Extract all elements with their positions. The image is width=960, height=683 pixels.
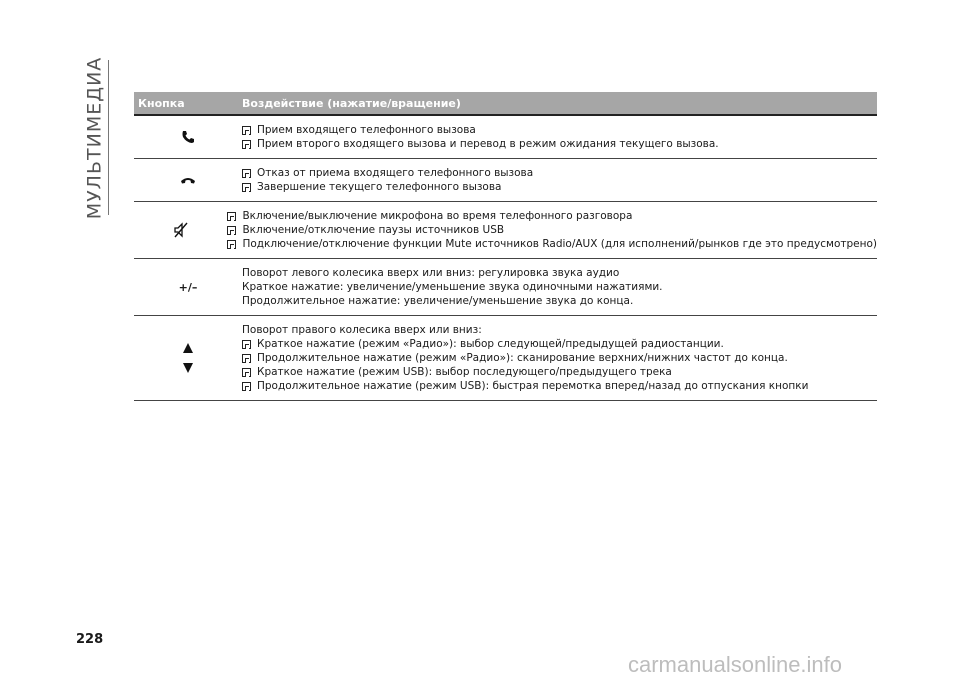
list-item: Поворот левого колесика вверх или вниз: регулировка звука аудио	[242, 267, 620, 279]
list-item: Краткое нажатие (режим «Радио»): выбор следующей/предыдущей радиостанции.	[242, 337, 877, 351]
table-row	[134, 159, 877, 202]
list-item: Прием второго входящего вызова и перевод в режим ожидания текущего вызова.	[242, 137, 877, 151]
bullet-icon	[227, 226, 236, 235]
bullet-icon	[242, 368, 251, 377]
phone-hangup-icon	[180, 175, 196, 185]
bullet-icon	[242, 140, 251, 149]
list-item: Краткое нажатие: увеличение/уменьшение звука одиночными нажатиями.	[242, 281, 663, 293]
watermark-text: carmanualsonline.info	[628, 652, 843, 677]
phone-answer-icon	[181, 130, 195, 144]
row-description	[242, 159, 877, 201]
table-header	[134, 92, 877, 116]
row-description	[242, 116, 877, 158]
row-key-cell	[134, 116, 242, 158]
table-row	[134, 116, 877, 159]
row-description	[242, 316, 877, 400]
bullet-icon	[227, 212, 236, 221]
table-row	[134, 316, 877, 401]
list-item: Прием входящего телефонного вызова	[242, 123, 877, 137]
row-key-cell	[134, 259, 242, 315]
list-item: Включение/отключение паузы источников USB	[227, 223, 877, 237]
list-item: Включение/выключение микрофона во время телефонного разговора	[227, 209, 877, 223]
table-row	[134, 259, 877, 316]
bullet-icon	[242, 169, 251, 178]
volume-plus-minus-label: +/–	[178, 280, 198, 294]
bullet-icon	[242, 382, 251, 391]
side-divider	[108, 60, 109, 215]
bullet-icon	[242, 126, 251, 135]
mute-icon	[174, 222, 188, 238]
header-button-col: Кнопка	[138, 96, 185, 110]
row-description	[227, 202, 877, 258]
controls-table	[134, 92, 877, 401]
list-item: Отказ от приема входящего телефонного вызова	[242, 166, 877, 180]
list-item: Продолжительное нажатие: увеличение/уменьшение звука до конца.	[242, 295, 634, 307]
row-key-cell	[134, 202, 227, 258]
up-down-arrows-icon	[182, 341, 194, 375]
bullet-icon	[227, 240, 236, 249]
row-key-cell	[134, 316, 242, 400]
row-description	[242, 259, 877, 315]
list-item: Поворот правого колесика вверх или вниз:	[242, 324, 482, 336]
list-item: Завершение текущего телефонного вызова	[242, 180, 877, 194]
bullet-icon	[242, 354, 251, 363]
list-item: Продолжительное нажатие (режим USB): быстрая перемотка вперед/назад до отпускания кнопки	[242, 379, 877, 393]
header-action-col: Воздействие (нажатие/вращение)	[242, 96, 461, 110]
side-section-title	[82, 58, 106, 218]
bullet-icon	[242, 183, 251, 192]
list-item: Продолжительное нажатие (режим «Радио»): сканирование верхних/нижних частот до конца.	[242, 351, 877, 365]
row-key-cell	[134, 159, 242, 201]
bullet-icon	[242, 340, 251, 349]
section-title-text: МУЛЬТИМЕДИА	[83, 56, 106, 220]
page-number: 228	[76, 632, 104, 647]
list-item: Подключение/отключение функции Mute источников Radio/AUX (для исполнений/рынков где это предусмотрено)	[227, 237, 877, 251]
list-item: Краткое нажатие (режим USB): выбор последующего/предыдущего трека	[242, 365, 877, 379]
table-row	[134, 202, 877, 259]
